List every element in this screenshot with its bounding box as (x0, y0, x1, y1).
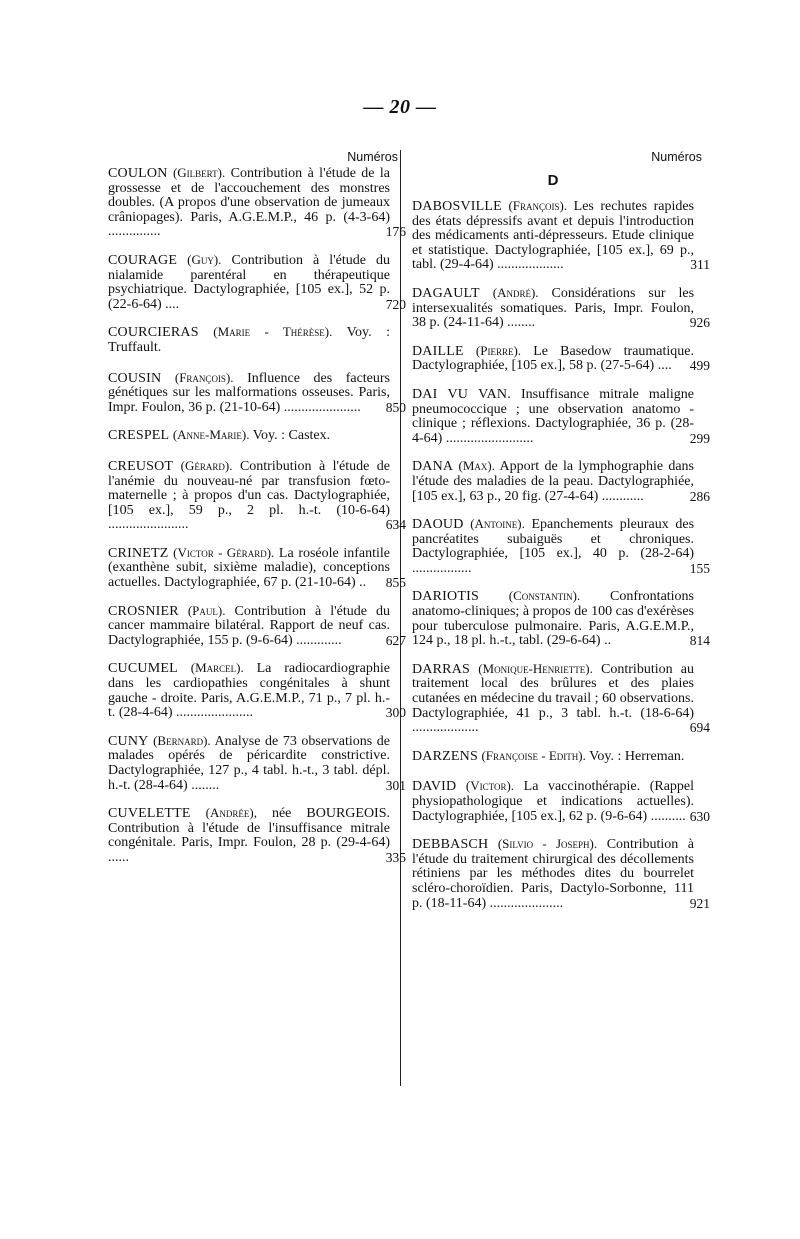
index-entry (412, 836, 710, 911)
entry-title-text: Contribution à l'étude de l'anémie du nouveau-né par transfusion fœto-maternelle ; à propos d'un cas. Dactylographiée, [105 ex.], 59 p., 2 pl. h.-t. (10-6-64) ....................... (108, 458, 391, 533)
index-entry (412, 386, 710, 446)
entry-number: 300 (385, 705, 406, 721)
index-entry (412, 342, 710, 374)
right-column (412, 148, 710, 924)
index-entry (412, 284, 710, 331)
entry-author-name: DEBBASCH (412, 837, 489, 853)
entry-given-name: (Paul). (187, 602, 226, 618)
entry-title-text: Le Basedow traumatique. Dactylographiée, [105 ex.], 58 p. (27-5-64) .... (412, 343, 695, 374)
entry-body (412, 517, 694, 576)
right-column-header: Numéros (651, 150, 702, 164)
entry-body (412, 344, 694, 374)
entry-body (412, 199, 694, 273)
entry-body (412, 459, 694, 504)
entry-title-text: Confrontations anatomo-cliniques; à propos de 100 cas d'exérèses pour tuberculose pulmonaire. Paris, A.G.E.M.P., 124 p., 18 pl. h.-t., tabl. (29-6-64) .. (412, 589, 695, 649)
entry-title-text: Voy. : Truffault. (108, 325, 391, 355)
index-entry (108, 732, 406, 793)
entry-given-name: (François). (508, 198, 568, 213)
entry-body (412, 749, 694, 765)
entry-title-text: Contribution à l'étude de la grossesse et de l'accouchement des monstres doubles. (A propos d'une observation de jumeaux crâniopages). Paris, A.G.E.M.P., 46 p. (4-3-64) ............... (108, 166, 391, 240)
entry-body (108, 661, 390, 720)
entry-body (108, 253, 390, 312)
section-letter: D (547, 172, 559, 189)
left-column (108, 148, 406, 879)
entry-title-text: La radiocardiographie dans les cardiopathies congénitales à shunt gauche - droite. Paris, A.G.E.M.P., 71 p., 7 pl. h.-t. (28-4-64) ...................... (108, 661, 390, 721)
entry-author-name: COURAGE (108, 252, 178, 268)
entry-number: 634 (385, 517, 406, 533)
index-entry (108, 165, 406, 240)
index-entry (108, 428, 390, 444)
entry-given-name: (Constantin). (508, 588, 581, 604)
entry-author-name: DARRAS (412, 661, 470, 677)
entry-title-text: Les rechutes rapides des états dépressifs avant et depuis l'introduction des médicaments anti-dépresseurs. Etude clinique et statistique. Dactylographiée, [105 ex.], 69 p., tabl. (29-4-64) ................... (412, 199, 695, 273)
entry-title-text: Voy. : Castex. (252, 428, 331, 444)
entry-given-name: (Marcel). (190, 660, 244, 676)
entry-body (108, 428, 390, 444)
entry-given-name: (Antoine). (470, 516, 525, 532)
entry-body (108, 604, 390, 649)
entry-number: 627 (385, 632, 406, 648)
entry-author-name: CRESPEL (108, 428, 170, 444)
entry-author-name: COURCIERAS (108, 325, 199, 341)
index-entry (412, 749, 694, 765)
entry-author-name: DAGAULT (412, 285, 480, 301)
index-entry (412, 660, 710, 736)
entry-author-name: DARIOTIS (412, 589, 479, 605)
entry-number: 850 (385, 399, 406, 415)
entry-given-name: (Max). (458, 458, 495, 474)
entry-title-text: née BOURGEOIS. Contribution à l'étude de l'insuffisance mitrale congénitale. Paris, Impr. Foulon, 28 p. (29-4-64) ...... (108, 806, 391, 865)
entry-title-text: Insuffisance mitrale maligne pneumococcique ; une observation anatomo - clinique ; réflexions. Dactylographiée, 36 p. (28-4-64) ......................... (412, 386, 695, 446)
index-entry (108, 660, 406, 721)
entry-title-text: Considérations sur les intersexualités somatiques. Paris, Impr. Foulon, 38 p. (24-11-64) ........ (412, 285, 695, 331)
entry-number: 286 (689, 488, 710, 504)
index-entry (412, 516, 710, 576)
entry-given-name: (Victor). (465, 778, 515, 794)
entry-body (412, 387, 694, 446)
index-entry (108, 544, 406, 591)
entry-given-name: (Guy). (187, 251, 222, 267)
entry-given-name: (Silvio - Joseph). (497, 836, 598, 852)
entry-author-name: DAI VU VAN. (412, 386, 511, 402)
entry-title-text: Contribution à l'étude du traitement chirurgical des décollements rétiniens par les méthodes dites du bourrelet scléro-choroïdien. Paris, Dactylo-Sorbonne, 111 p. (18-11-64) ..................... (412, 837, 695, 911)
column-divider (400, 150, 401, 1086)
entry-author-name: CRINETZ (108, 545, 169, 561)
entry-author-name: CUVELETTE (108, 806, 191, 822)
entry-body (108, 459, 390, 533)
entry-title-text: Voy. : Herreman. (589, 748, 685, 764)
entry-number: 301 (385, 777, 406, 793)
index-entry (412, 778, 710, 824)
entry-number: 630 (689, 808, 710, 824)
entry-author-name: DAVID (412, 779, 457, 795)
entry-given-name: (Gérard). (180, 457, 233, 473)
entry-given-name: (Marie - Thérèse). (213, 324, 333, 340)
entry-title-text: Influence des facteurs génétiques sur les malformations osseuses. Paris, Impr. Foulon, 36 p. (21-10-64) ...................... (108, 370, 390, 415)
entry-author-name: CUCUMEL (108, 661, 178, 677)
entry-body (108, 806, 390, 865)
entry-title-text: Apport de la lymphographie dans l'étude des maladies de la peau. Dactylographiée, [105 ex.], 63 p., 20 fig. (27-4-64) ............ (412, 459, 695, 504)
entry-body (412, 837, 694, 911)
entry-number: 855 (385, 575, 406, 591)
entry-body (412, 286, 694, 331)
entry-author-name: DAOUD (412, 517, 464, 533)
entry-number: 926 (689, 315, 710, 331)
entry-given-name: (Gilbert). (172, 165, 226, 180)
entry-number: 176 (385, 224, 406, 240)
index-entry (412, 458, 710, 504)
entry-author-name: CROSNIER (108, 603, 179, 619)
page-number: — 20 — (363, 96, 437, 118)
entry-title-text: La vaccinothérapie. (Rappel physiopathologique et indications actuelles). Dactylographiée, [105 ex.], 62 p. (9-6-64) .......... (412, 779, 695, 824)
entry-body (412, 779, 694, 824)
entry-title-text: Contribution à l'étude du nialamide parentéral en thérapeutique psychiatrique. Dactylographiée, [105 ex.], 52 p. (22-6-64) .... (108, 252, 391, 312)
entry-number: 299 (689, 430, 710, 446)
index-entry (412, 588, 710, 649)
entry-author-name: DABOSVILLE (412, 199, 502, 214)
entry-body (412, 589, 694, 648)
entry-body (108, 371, 390, 416)
entry-number: 311 (690, 257, 710, 273)
index-entry (108, 602, 406, 649)
entry-number: 720 (385, 296, 406, 312)
entry-given-name: (Andrée), (205, 805, 257, 821)
entry-body (108, 734, 390, 793)
index-entry (108, 805, 406, 865)
entry-given-name: (Anne-Marie). (172, 427, 250, 443)
entry-title-text: La roséole infantile (exanthène subit, sixième maladie), conceptions actuelles. Dactylographiée, 67 p. (21-10-64) .. (108, 545, 391, 591)
right-entries (412, 198, 710, 911)
entry-title-text: Epanchements pleuraux des pancréatites subaiguës et chroniques. Dactylographiée, [105 ex.], 40 p. (28-2-64) ................. (412, 517, 695, 576)
entry-author-name: COULON (108, 166, 168, 181)
entry-body (108, 166, 390, 240)
entry-title-text: Contribution au traitement local des brûlures et des plaies cutanées en médecine du travail ; 60 observations. Dactylographiée, 41 p., 3 tabl. h.-t. (18-6-64) ................... (412, 661, 695, 736)
entry-given-name: (Françoise - Edith). (481, 747, 586, 763)
entry-number: 155 (689, 560, 710, 576)
entry-number: 694 (689, 720, 710, 736)
entry-number: 921 (689, 895, 710, 911)
entry-number: 499 (689, 358, 710, 374)
entry-given-name: (Pierre). (475, 342, 522, 358)
entry-author-name: CREUSOT (108, 458, 174, 474)
entry-title-text: Analyse de 73 observations de malades opérés de péricardite constrictive. Dactylographiée, 127 p., 4 tabl. h.-t., 3 tabl. dépl. h.-t. (28-4-64) ........ (108, 733, 391, 793)
entry-author-name: DAILLE (412, 343, 464, 359)
entry-body (108, 546, 390, 591)
left-entries (108, 165, 406, 866)
entry-number: 814 (689, 633, 710, 649)
entry-author-name: COUSIN (108, 370, 162, 386)
entry-author-name: DARZENS (412, 748, 478, 764)
entry-body (108, 325, 390, 355)
entry-author-name: CUNY (108, 733, 149, 749)
entry-given-name: (Monique-Henriette). (478, 660, 593, 676)
entry-title-text: Contribution à l'étude du cancer mammaire bilatéral. Rapport de neuf cas. Dactylographiée, 155 p. (9-6-64) ............. (108, 603, 390, 648)
index-entry (108, 251, 406, 312)
left-column-header: Numéros (347, 150, 398, 164)
entry-given-name: (André). (492, 284, 539, 300)
entry-body (412, 662, 694, 736)
index-entry (108, 325, 390, 355)
index-entry (412, 198, 710, 273)
entry-given-name: (Bernard). (153, 732, 211, 748)
index-entry (108, 369, 406, 416)
entry-given-name: (Victor - Gérard). (173, 544, 275, 560)
entry-author-name: DANA (412, 459, 454, 475)
entry-given-name: (François). (174, 369, 234, 385)
index-entry (108, 457, 406, 533)
entry-number: 335 (385, 849, 406, 865)
